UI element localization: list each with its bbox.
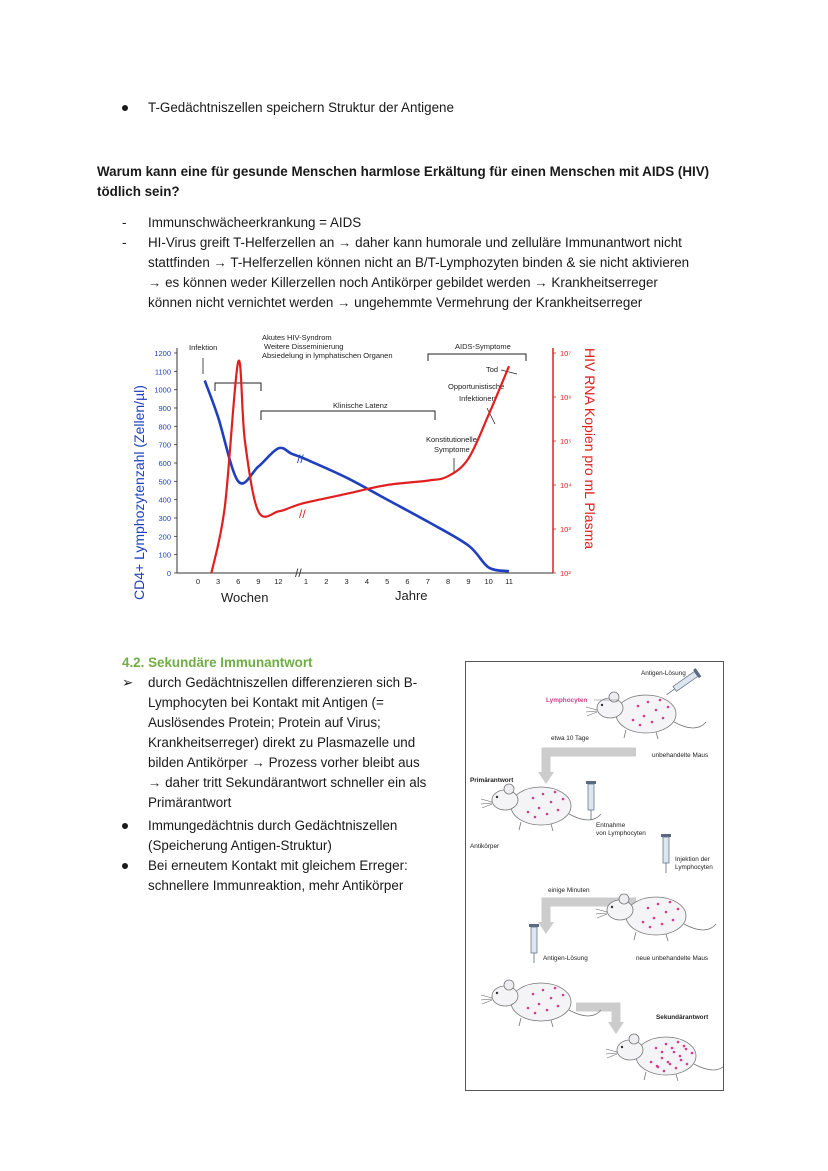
question-line-2: tödlich sein? <box>97 184 180 199</box>
label-antigen-loesung-top: Antigen-Lösung <box>641 670 686 677</box>
annotation-arrow <box>501 370 517 374</box>
left-tick-label: 0 <box>166 569 171 578</box>
right-axis-ticks <box>553 349 572 578</box>
right-tick-label: 10⁶ <box>560 393 572 402</box>
section-arrow-line-2: Lymphocyten bei Kontakt mit Antigen (= <box>148 695 384 710</box>
label-primaerantwort: Primärantwort <box>470 777 514 784</box>
x-tick-label-year: 8 <box>446 577 451 586</box>
flow-arrow <box>546 752 636 774</box>
label-lymphocyten: Lymphocyten <box>546 697 588 704</box>
x-tick-label-week: 3 <box>216 577 221 586</box>
section-arrow-line-6: → daher tritt Sekundärantwort schneller ein als <box>148 775 427 790</box>
dash-marker: - <box>122 215 127 230</box>
answer-2-line-1: HI-Virus greift T-Helferzellen an → daher kann humorale und zelluläre Immunantwort nicht <box>148 235 682 250</box>
label-von-lymphocyten: von Lymphocyten <box>596 830 646 837</box>
right-axis-label: HIV RNA Kopien pro mL Plasma <box>582 348 598 550</box>
section-bullet-2-line-2: schnellere Immunreaktion, mehr Antikörper <box>148 878 404 893</box>
annotation-latenz: Klinische Latenz <box>333 401 388 410</box>
x-tick-label-year: 6 <box>405 577 410 586</box>
label-entnahme: Entnahme <box>596 822 626 829</box>
x-label-years: Jahre <box>395 588 428 603</box>
bullet-dot <box>122 823 128 829</box>
x-tick-label-week: 9 <box>256 577 261 586</box>
section-bullet-1-line-1: Immungedächtnis durch Gedächtniszellen <box>148 818 398 833</box>
left-tick-label: 600 <box>158 459 171 468</box>
answer-1: Immunschwächeerkrankung = AIDS <box>148 215 362 230</box>
left-tick-label: 100 <box>158 550 171 560</box>
bullet-dot <box>122 105 128 111</box>
section-number: 4.2. <box>122 655 145 670</box>
annotation-akut-2: Weitere Disseminierung <box>264 342 344 351</box>
left-axis-ticks <box>154 349 177 578</box>
section-arrow-line-5: bilden Antikörper → Prozess vorher bleibt aus <box>148 755 420 770</box>
left-tick-label: 400 <box>158 495 171 505</box>
hiv-course-chart <box>125 328 605 610</box>
section-title: Sekundäre Immunantwort <box>148 655 313 670</box>
flow-arrow-head <box>608 1022 624 1034</box>
flow-arrow-head <box>538 772 554 784</box>
section-heading <box>122 653 313 673</box>
bullet-dot <box>122 863 128 869</box>
label-antikoerper: Antikörper <box>470 843 500 850</box>
annotation-tod: Tod <box>486 365 499 374</box>
x-tick-label-week: 12 <box>274 577 283 586</box>
left-tick-label: 300 <box>158 514 171 523</box>
syringe-icon <box>586 781 596 820</box>
label-lymphocyten-2: Lymphocyten <box>675 864 713 871</box>
left-tick-label: 1200 <box>154 349 171 358</box>
top-bullet-text: T-Gedächtniszellen speichern Struktur der Antigene <box>148 100 454 115</box>
x-tick-label-year: 2 <box>324 577 329 586</box>
x-tick-label-year: 4 <box>364 577 369 586</box>
section-arrow-line-1: durch Gedächtniszellen differenzieren sich B- <box>148 675 418 690</box>
x-tick-label-year: 3 <box>344 577 349 586</box>
label-etwa-10-tage: etwa 10 Tage <box>551 735 589 742</box>
left-tick-label: 900 <box>158 404 171 413</box>
mouse-primary <box>481 784 601 831</box>
left-tick-label: 800 <box>158 422 171 432</box>
annotation-bracket-acute <box>215 383 261 391</box>
mouse-secondary <box>606 1034 723 1081</box>
x-tick-label-year: 9 <box>466 577 471 586</box>
annotation-opportunistic-2: Infektionen <box>459 394 496 403</box>
answer-2-line-3: → es können weder Killerzellen noch Antikörper gebildet werden → Krankheitserreger <box>148 275 658 290</box>
section-bullet-2-line-1: Bei erneutem Kontakt mit gleichem Erreger: <box>148 858 408 873</box>
label-injektion-der: Injektion der <box>675 856 710 863</box>
label-neue-maus: neue unbehandelte Maus <box>636 955 709 962</box>
x-tick-label-year: 7 <box>425 577 430 586</box>
left-axis-label: CD4+ Lymphozytenzahl (Zellen/µl) <box>131 385 147 600</box>
left-tick-label: 700 <box>158 440 171 450</box>
x-tick-label-year: 11 <box>505 577 513 586</box>
annotation-infektion: Infektion <box>189 343 218 352</box>
label-unbehandelte-maus: unbehandelte Maus <box>652 752 709 759</box>
arrow-bullet-marker: ➢ <box>122 675 134 690</box>
answer-2-line-4: können nicht vernichtet werden → ungehemmte Vermehrung der Krankheitserreger <box>148 295 643 310</box>
axis-break-marker: // <box>295 566 302 580</box>
x-label-weeks: Wochen <box>221 590 269 605</box>
secondary-response-figure <box>465 661 724 1091</box>
answer-2-line-2: stattfinden → T-Helferzellen können nicht an B/T-Lymphozyten binden & sie nicht aktivieren <box>148 255 690 270</box>
x-axis-ticks <box>196 577 513 586</box>
curve-break-red: // <box>299 507 306 521</box>
right-tick-label: 10⁷ <box>560 349 572 358</box>
left-tick-label: 200 <box>158 532 171 542</box>
annotation-bracket-aids <box>428 354 526 361</box>
question-line-1: Warum kann eine für gesunde Menschen harmlose Erkältung für einen Menschen mit AIDS (HIV) <box>97 164 710 179</box>
section-arrow-line-4: Krankheitserreger) direkt zu Plasmazelle und <box>148 735 416 750</box>
curve-break-blue: // <box>297 452 304 466</box>
left-tick-label: 500 <box>158 477 171 487</box>
right-tick-label: 10⁵ <box>560 437 572 446</box>
annotation-aids: AIDS-Symptome <box>455 342 511 351</box>
annotation-akut-3: Absiedelung in lymphatischen Organen <box>262 351 393 360</box>
right-tick-label: 10² <box>560 569 571 578</box>
dash-marker: - <box>122 235 127 250</box>
syringe-icon <box>529 924 539 963</box>
annotation-bracket-latency <box>261 411 435 420</box>
syringe-icon <box>661 834 671 873</box>
x-tick-label-week: 6 <box>236 577 241 586</box>
left-tick-label: 1000 <box>154 385 171 395</box>
label-einige-minuten: einige Minuten <box>548 887 590 894</box>
x-tick-label-week: 0 <box>195 577 201 586</box>
annotation-konst-1: Konstitutionelle <box>426 435 477 444</box>
section-bullet-1-line-2: (Speicherung Antigen-Struktur) <box>148 838 332 853</box>
mouse-new-untreated <box>596 894 716 941</box>
annotation-akut-1: Akutes HIV-Syndrom <box>262 333 332 342</box>
right-tick-label: 10³ <box>560 525 571 534</box>
x-tick-label-year: 5 <box>385 577 390 586</box>
section-arrow-line-3: Auslösendes Protein; Protein auf Virus; <box>148 715 381 730</box>
x-tick-label-year: 10 <box>484 577 493 586</box>
x-tick-label-year: 1 <box>303 577 309 586</box>
mouse-untreated <box>586 692 706 739</box>
label-antigen-loesung-bottom: Antigen-Lösung <box>543 955 588 962</box>
right-tick-label: 10⁴ <box>560 481 572 490</box>
annotation-opportunistic-1: Opportunistische <box>448 382 505 391</box>
annotation-konst-2: Symptome <box>434 445 470 454</box>
chart-annotations <box>189 333 526 474</box>
label-sekundaerantwort: Sekundärantwort <box>656 1014 709 1021</box>
section-arrow-line-7: Primärantwort <box>148 795 232 810</box>
flow-arrow-head <box>538 922 554 934</box>
mouse-experiment-diagram <box>466 662 723 1090</box>
left-tick-label: 1100 <box>154 367 171 377</box>
